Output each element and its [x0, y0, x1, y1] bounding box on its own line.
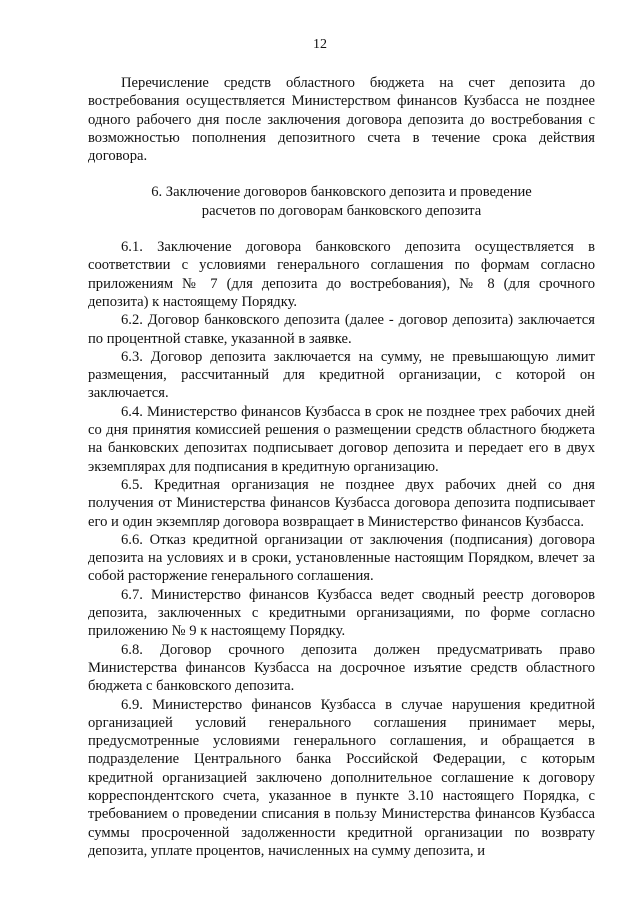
paragraph-6-8: 6.8. Договор срочного депозита должен предусматривать право Министерства финансов Кузбасса на досрочное изъятие средств областного бюджета с банковского депозита.: [88, 641, 595, 695]
paragraph-6-4: 6.4. Министерство финансов Кузбасса в срок не позднее трех рабочих дней со дня принятия комиссией решения о размещении средств областного бюджета на банковских депозитах подписывает договор депозита и передает его в двух экземплярах для подписания в кредитную организацию.: [88, 403, 595, 475]
page-number: 12: [313, 37, 327, 52]
paragraph-6-2: 6.2. Договор банковского депозита (далее - договор депозита) заключается по процентной ставке, указанной в заявке.: [88, 312, 595, 347]
paragraph-6-5: 6.5. Кредитная организация не позднее двух рабочих дней со дня получения от Министерства финансов Кузбасса договора депозита подписывает его и один экземпляр договора возвращает в Министерство финансов Кузбасса.: [88, 476, 595, 530]
paragraph-6-1: 6.1. Заключение договора банковского депозита осуществляется в соответствии с условиями генерального соглашения по формам согласно приложениям № 7 (для депозита до востребования), № 8 (для срочного депозита) к настоящему Порядку.: [88, 239, 595, 310]
section-heading-line-1: 6. Заключение договоров банковского депозита и проведение: [151, 184, 532, 201]
intro-paragraph: Перечисление средств областного бюджета на счет депозита до востребования осуществляется Министерством финансов Кузбасса не позднее одного рабочего дня после заключения договора депозита до востребования с возможностью пополнения депозитного счета в течение срока действия договора.: [88, 75, 595, 165]
paragraph-6-9: 6.9. Министерство финансов Кузбасса в случае нарушения кредитной организацией условий генерального соглашения принимает меры, предусмотренные условиями генерального соглашения, и обращается в подразделение Центрального банка Российской Федерации, с которым кредитной организацией заключено дополнительное соглашение к договору корреспондентского счета, указанное в пункте 3.10 настоящего Порядка, с требованием о проведении списания в пользу Министерства финансов Кузбасса суммы просроченной задолженности кредитной организации по возврату депозита, уплате процентов, начисленных на сумму депозита, и: [88, 696, 595, 859]
section-heading: [88, 183, 595, 220]
paragraph-6-3: 6.3. Договор депозита заключается на сумму, не превышающую лимит размещения, рассчитанный для кредитной организации, с которой он заключается.: [88, 348, 595, 402]
paragraph-6-6: 6.6. Отказ кредитной организации от заключения (подписания) договора депозита на условиях и в сроки, установленные настоящим Порядком, влечет за собой расторжение генерального соглашения.: [88, 531, 595, 585]
document-body: [88, 74, 595, 860]
section-heading-line-2: расчетов по договорам банковского депозита: [201, 202, 482, 219]
paragraph-6-7: 6.7. Министерство финансов Кузбасса ведет сводный реестр договоров депозита, заключенных с кредитными организациями, по форме согласно приложению № 9 к настоящему Порядку.: [88, 586, 595, 640]
